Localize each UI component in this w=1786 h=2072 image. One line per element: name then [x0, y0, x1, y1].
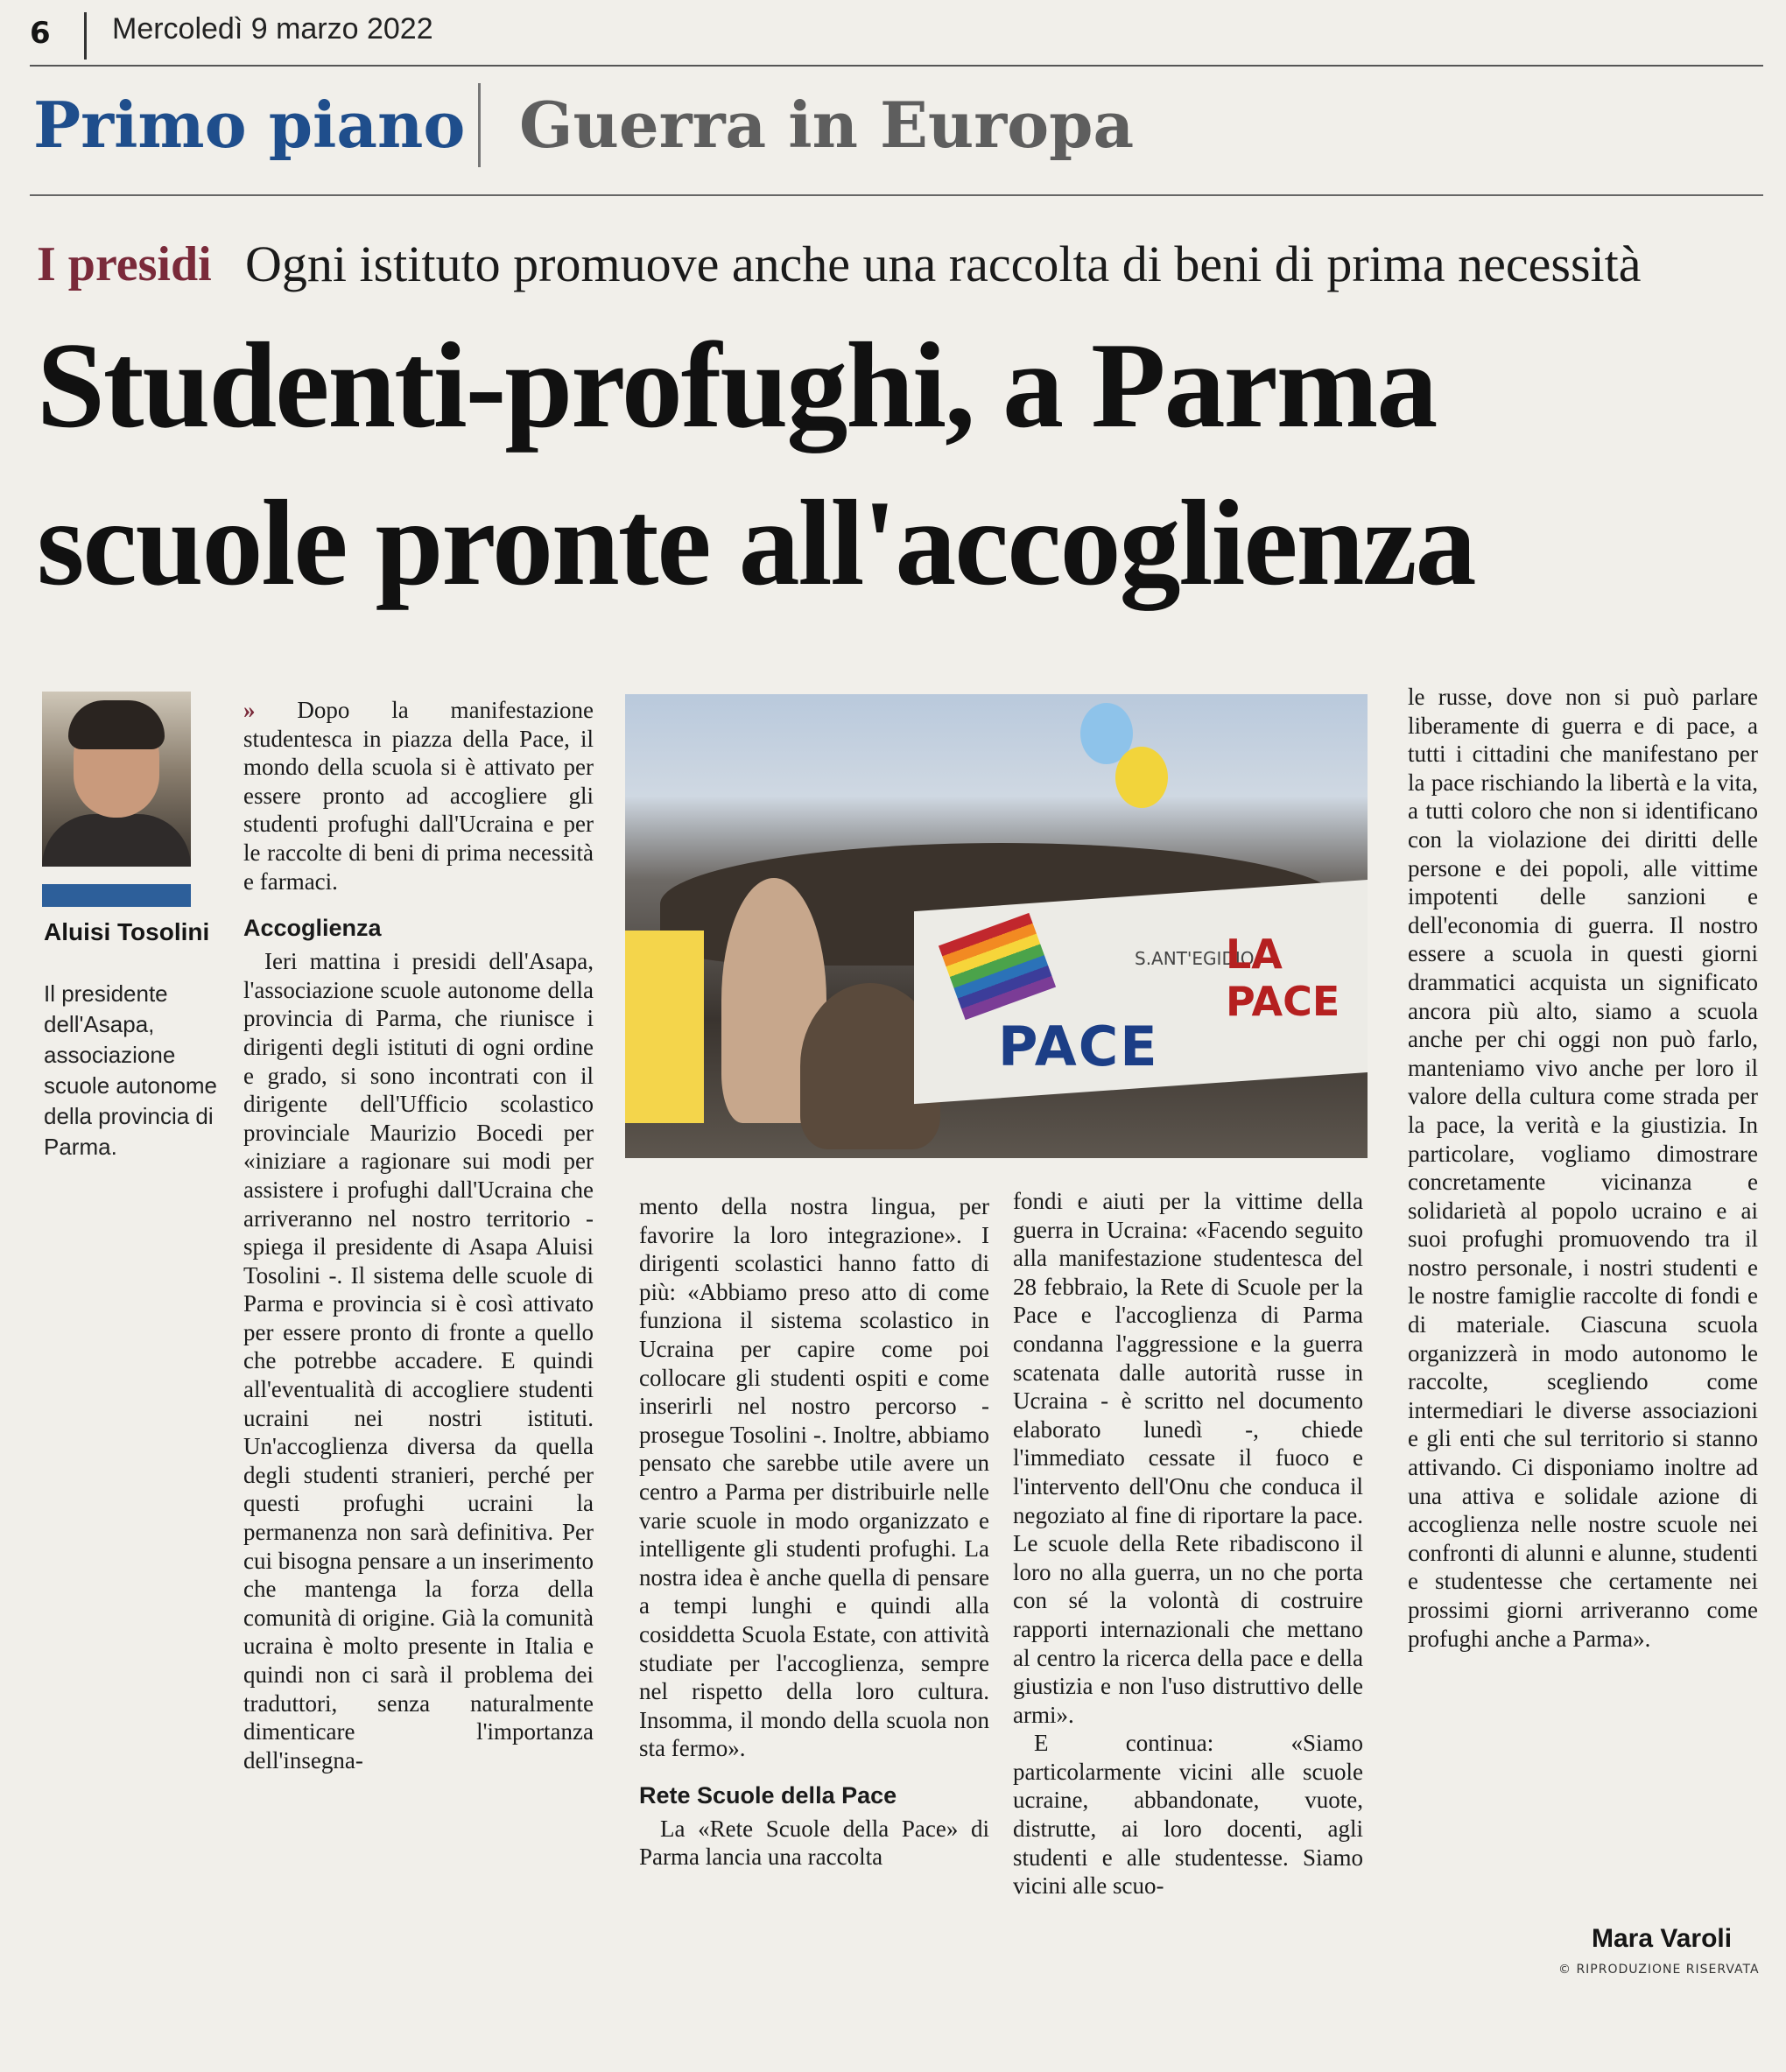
- article-column-4: [1408, 683, 1758, 1653]
- article-column-1: [243, 696, 594, 1774]
- quote-mark: »: [243, 697, 256, 723]
- header-divider: [84, 12, 87, 60]
- sidebar-name: Aluisi Tosolini: [44, 918, 210, 945]
- author-signature: Mara Varoli: [1592, 1924, 1733, 1953]
- subhead-accoglienza: Accoglienza: [243, 915, 382, 942]
- subhead-rete-scuole: Rete Scuole della Pace: [639, 1781, 897, 1809]
- paragraph: mento della nostra lingua, per favorire la loro integrazione». I dirigenti scolastici hanno fatto di più: «Abbiamo preso atto di come funziona il sistema scolastico in Ucraina per capire come poi collocare gli studenti ospiti e come inserirli nel nostro percorso - prosegue Tosolini -. Inoltre, abbiamo pensato che sarebbe utile avere un centro a Parma per distribuirle nelle varie scuole in modo organizzato e intelligente gli studenti profughi. La nostra idea è anche quella di pensare a tempi lunghi e quindi alla cosiddetta Scuola Estate, con attività studiate per l'accoglienza, sempre nel rispetto della loro cultura. Insomma, il mondo della scuola non sta fermo».: [639, 1193, 989, 1762]
- banner-pace-text: PACE: [998, 1015, 1159, 1078]
- banner-small-text: S.ANT'EGIDIO: [1135, 948, 1255, 969]
- top-rule: [30, 65, 1763, 67]
- kicker-label: I presidi: [37, 237, 212, 291]
- issue-date: Mercoledì 9 marzo 2022: [112, 12, 433, 46]
- article-photo: [625, 694, 1368, 1158]
- section-rule: [30, 194, 1763, 196]
- headline-line-2: scuole pronte all'accoglienza: [37, 475, 1475, 611]
- yellow-flag: [625, 931, 704, 1123]
- paragraph: le russe, dove non si può parlare liberamente di guerra e di pace, a tutti i cittadini che manifestano per la pace rischiando la libertà e la vita, a tutti coloro che non si identificano con la violazione dei diritti delle persone e dei popoli, alle vittime impotenti delle sanzioni e dell'economia di guerra. Il nostro essere a scuola in questi giorni drammatici acquista un significato ancora più alto, siamo a scuola anche per chi oggi non può farlo, manteniamo vivo anche per loro il valore della cultura come strada per la pace, la verità e la giustizia. In particolare, vogliamo dimostrare concretamente vicinanza e solidarietà al popolo ucraino e ai suoi profughi promuovendo tra il nostro personale, i nostri studenti e le nostre famiglie raccolte di fondi e di materiale. Ciascuna scuola organizzerà in modo autonomo le raccolte, scegliendo come intermediari le diverse associazioni e gli enti che sul territorio si stanno attivando. Ci disponiamo inoltre ad una attiva e solidale azione di accoglienza nelle nostre scuole nei confronti di alunni e alunne, studenti e studentesse che certamente nei prossimi giorni arriveranno come profughi anche a Parma».: [1408, 684, 1758, 1652]
- page-number: 6: [30, 16, 51, 51]
- sidebar-description: Il presidente dell'Asapa, associazione scuole autonome della provincia di Parma.: [44, 980, 218, 1160]
- headline-line-1: Studenti-profughi, a Parma: [37, 318, 1437, 453]
- article-column-3: [1013, 1187, 1363, 1900]
- paragraph: fondi e aiuti per la vittime della guerra in Ucraina: «Facendo seguito alla manifestazione studentesca del 28 febbraio, la Rete di Scuole per la Pace e l'accoglienza di Parma condanna l'aggressione e la guerra scatenata dalle autorità russe in Ucraina - è scritto nel documento elaborato lunedì -, chiede l'immediato cessate il fuoco e l'intervento dell'Onu che conduca il negoziato al fine di riportare la pace. Le scuole della Rete ribadiscono il loro no alla guerra, un no che porta con sé la volontà di costruire rapporti internazionali che mettano al centro la ricerca della pace e della giustizia e non l'uso distruttivo delle armi».: [1013, 1188, 1363, 1728]
- banner-lapace-text: LA PACE: [1226, 931, 1340, 1025]
- section-topic: Guerra in Europa: [519, 88, 1135, 162]
- article-column-2: [639, 1192, 989, 1872]
- paragraph: La «Rete Scuole della Pace» di Parma lancia una raccolta: [639, 1815, 989, 1871]
- lead-paragraph: [243, 696, 594, 896]
- paragraph: E continua: «Siamo particolarmente vicini alle scuole ucraine, abbandonate, vuote, distrutte, ai loro docenti, agli studenti e alle studentesse. Siamo vicini alle scuo-: [1013, 1730, 1363, 1900]
- portrait-photo: [42, 692, 191, 867]
- section-divider: [478, 83, 481, 167]
- section-name: Primo piano: [33, 88, 466, 162]
- rights-notice: © RIPRODUZIONE RISERVATA: [1558, 1963, 1760, 1977]
- kicker-text: Ogni istituto promuove anche una raccolta di beni di prima necessità: [245, 235, 1642, 292]
- portrait-caption-bar: [42, 884, 191, 907]
- paragraph: Ieri mattina i presidi dell'Asapa, l'associazione scuole autonome della provincia di Parma, che riunisce i dirigenti degli istituti di ogni ordine e grado, si sono incontrati con il dirigente dell'Ufficio scolastico provinciale Maurizio Bocedi per «iniziare a ragionare sui modi per assistere i profughi dall'Ucraina che arriveranno nel nostro territorio - spiega il presidente di Asapa Aluisi Tosolini -. Il sistema delle scuole di Parma e provincia si è così attivato per essere pronto di fronte a quello che potrebbe accadere. E quindi all'eventualità di accogliere studenti ucraini nei nostri istituti. Un'accoglienza diversa da quella degli studenti stranieri, perché per questi profughi ucraini la permanenza non sarà definitiva. Per cui bisogna pensare a un inserimento che mantenga la forza della comunità di origine. Già la comunità ucraina è molto presente in Italia e quindi non ci sarà il problema dei traduttori, senza naturalmente dimenticare l'importanza dell'insegna-: [243, 948, 594, 1773]
- lead-text: Dopo la manifestazione studentesca in piazza della Pace, il mondo della scuola si è attivato per essere pronto ad accogliere gli studenti profughi dall'Ucraina e per le raccolte di beni di prima necessità e farmaci.: [243, 697, 594, 895]
